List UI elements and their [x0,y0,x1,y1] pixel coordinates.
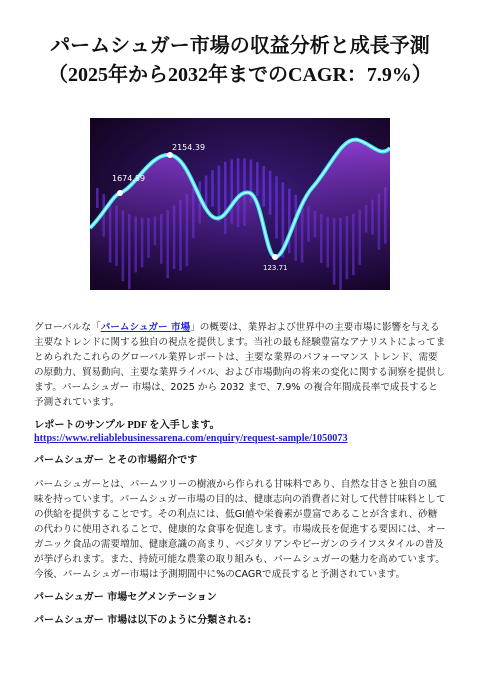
page-title [30,30,450,90]
intro-text-rest: 」の概要は、業界および世界中の主要市場に影響を与える主要なトレンドに関する独自の視点を提供します。当社の最も経験豊富なアナリストによってまとめられたこれらのグローバル業界レポートは、主要な業界のパフォーマンス トレンド、需要の原動力、貿易動向、主要な業界ライバル、および市場動向の将来の変化に関する洞察を提供します。パームシュガー 市場は、2025 から 2032 まで、7.9% の複合年間成長率で成長すると予測されています。 [34,322,446,408]
hero-bar [262,166,265,207]
hero-label-2: 2154.39 [172,143,206,152]
sample-label: レポートのサンプル PDF を入手します。 [34,420,220,431]
hero-bar [96,188,99,208]
hero-point-1 [117,190,123,196]
hero-point-2 [167,152,173,158]
intro-paragraph [34,320,446,410]
intro-text-start: グローバルな「 [34,322,101,333]
document-body [34,320,446,637]
hero-label-1: 1674.89 [112,174,146,183]
sample-link[interactable]: https://www.reliablebusinessarena.com/enquiry/request-sample/1050073 [34,433,348,444]
market-link[interactable]: パームシュガー 市場 [100,322,191,333]
hero-graphic [90,118,390,290]
title-line-1: パームシュガー市場の収益分析と成長予測 [50,33,430,57]
hero-bar [218,165,221,222]
hero-bar [205,176,208,208]
title-line-2: （2025年から2032年までのCAGR：7.9%） [48,64,432,86]
section-heading-intro: パームシュガー とその市場紹介です [34,455,198,466]
sample-request [34,419,446,445]
hero-bar [275,176,278,238]
section-intro-paragraph: パームシュガーとは、パームツリーの樹液から作られる甘味料であり、自然な甘さと独自の風味を持っています。パームシュガー市場の目的は、健康志向の消費者に対して代替甘味料としての供給を提供することです。その利点には、低GI値や栄養素が豊富であることが含まれ、砂糖の代わりに使用されることで、健康的な食事を促進します。市場成長を促進する要因には、オーガニック食品の需要増加、健康意識の高まり、ベジタリアンやビーガンのライフスタイルの普及が挙げられます。また、持続可能な農業の取り組みも、パームシュガーの魅力を高めています。今後、パームシュガー市場は予測期間中に%のCAGRで成長すると予測されています。 [34,479,446,580]
hero-label-3: 123.71 [263,264,288,272]
hero-chart-image [90,118,390,290]
segmentation-subheading: パームシュガー 市場は以下のように分類される: [34,615,252,626]
hero-bar [269,171,272,215]
hero-bar [211,170,214,207]
hero-bar [256,162,259,196]
section-heading-segmentation: パームシュガー 市場セグメンテーション [34,592,217,603]
hero-point-3 [272,254,278,260]
